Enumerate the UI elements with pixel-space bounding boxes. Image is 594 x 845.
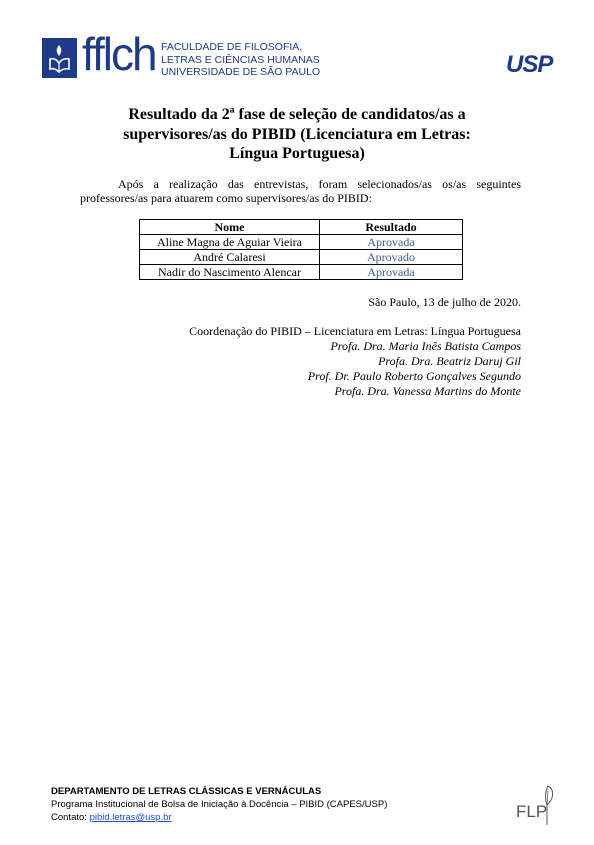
intro-line: professores/as para atuarem como supervisores/as do PIBID: bbox=[80, 191, 372, 205]
member-name: Prof. Dr. Paulo Roberto Gonçalves Segundo bbox=[307, 369, 521, 383]
candidate-result: Aprovada bbox=[320, 235, 463, 250]
candidate-result: Aprovado bbox=[320, 250, 463, 265]
flp-logo-text: FLP bbox=[516, 802, 548, 821]
candidate-result: Aprovada bbox=[320, 265, 463, 280]
table-row bbox=[140, 265, 463, 280]
fflch-logo-text: fflch bbox=[82, 28, 156, 80]
institution-line: UNIVERSIDADE DE SÃO PAULO bbox=[161, 66, 321, 78]
institution-name bbox=[161, 41, 320, 79]
results-table bbox=[139, 219, 463, 280]
table-row bbox=[140, 235, 463, 250]
coordination-block bbox=[189, 324, 521, 399]
fflch-emblem-icon bbox=[42, 38, 77, 78]
member-name: Profa. Dra. Maria Inês Batista Campos bbox=[330, 339, 521, 353]
column-header-result: Resultado bbox=[320, 220, 463, 235]
document-title: Resultado da 2ª fase de seleção de candidatos/as a supervisores/as do PIBID (Licenciatura em Letras: Língua Portuguesa) bbox=[123, 106, 471, 162]
footer-program: Programa Institucional de Bolsa de Iniciação à Docência – PIBID (CAPES/USP) bbox=[51, 799, 388, 810]
footer-contact bbox=[51, 811, 387, 824]
footer bbox=[51, 785, 387, 824]
institution-line: LETRAS E CIÊNCIAS HUMANAS bbox=[161, 53, 320, 66]
candidate-name: Nadir do Nascimento Alencar bbox=[140, 265, 320, 280]
member-name: Profa. Dra. Beatriz Daruj Gil bbox=[378, 354, 521, 368]
document-date: São Paulo, 13 de julho de 2020. bbox=[368, 295, 521, 309]
flp-logo bbox=[514, 783, 560, 829]
coordination-members bbox=[189, 339, 521, 399]
footer-contact-label: Contato: bbox=[51, 812, 90, 823]
intro-line: Após a realização das entrevistas, foram selecionados/as os/as seguintes bbox=[118, 177, 521, 191]
candidate-name: Aline Magna de Aguiar Vieira bbox=[140, 235, 320, 250]
coordination-heading: Coordenação do PIBID – Licenciatura em Letras: Língua Portuguesa bbox=[189, 324, 521, 338]
candidate-name: André Calaresi bbox=[140, 250, 320, 265]
intro-paragraph bbox=[80, 177, 521, 205]
usp-logo-text: USP bbox=[506, 51, 553, 78]
table-header-row bbox=[140, 220, 463, 235]
institution-line: FACULDADE DE FILOSOFIA, bbox=[161, 41, 303, 53]
contact-email-link[interactable]: pibid.letras@usp.br bbox=[89, 812, 172, 823]
column-header-name: Nome bbox=[140, 220, 320, 235]
member-name: Profa. Dra. Vanessa Martins do Monte bbox=[334, 384, 521, 398]
footer-department: DEPARTAMENTO DE LETRAS CLÁSSICAS E VERNÁCULAS bbox=[51, 786, 322, 797]
table-row bbox=[140, 250, 463, 265]
